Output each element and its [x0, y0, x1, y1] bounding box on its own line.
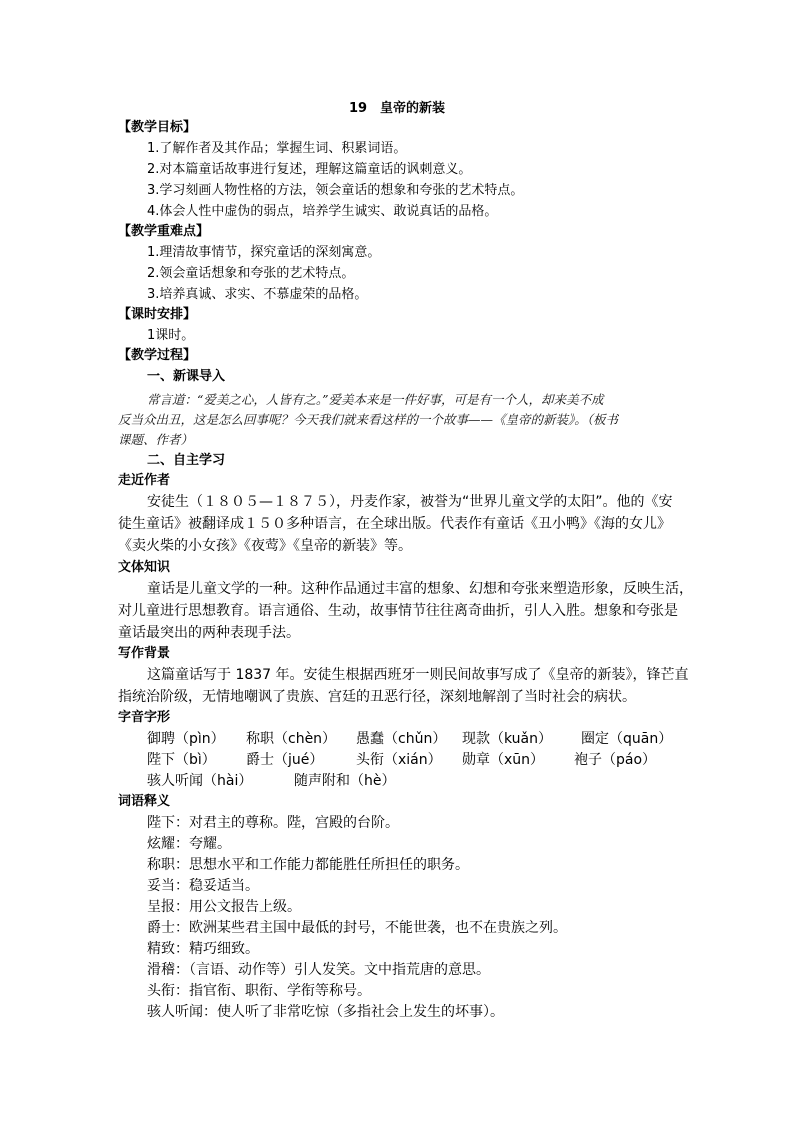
section-heading-schedule: 【课时安排】 — [118, 307, 197, 322]
background-line: 这篇童话写于 1837 年。安徒生根据西班牙一则民间故事写成了《皇帝的新装》，锋芒直 — [147, 667, 689, 683]
pinyin-entry: 称职（chèn） — [246, 731, 337, 747]
glossary-item: 呈报：用公文报告上级。 — [147, 899, 301, 915]
genre-line: 童话是儿童文学的一种。这种作品通过丰富的想象、幻想和夸张来塑造形象，反映生活， — [147, 581, 693, 597]
keypoint-item: 1.理清故事情节，探究童话的深刻寓意。 — [147, 245, 381, 260]
glossary-item: 妥当：稳妥适当。 — [147, 878, 259, 894]
pinyin-entry: 愚蠢（chǔn） — [356, 731, 447, 747]
goal-item: 1.了解作者及其作品；掌握生词、积累词语。 — [147, 141, 407, 156]
glossary-item: 头衔：指官衔、职衔、学衔等称号。 — [147, 983, 371, 999]
background-line: 指统治阶级，无情地嘲讽了贵族、宫廷的丑恶行径，深刻地解剖了当时社会的病状。 — [118, 689, 636, 705]
author-line: 安徒生（１８０５—１８７５），丹麦作家，被誉为“世界儿童文学的太阳”。他的《安 — [147, 494, 673, 510]
intro-line: 反当众出丑，这是怎么回事呢？今天我们就来看这样的一个故事——《皇帝的新装》。（板书 — [118, 412, 619, 427]
pinyin-entry: 头衔（xián） — [356, 752, 442, 768]
intro-line: 常言道：“爱美之心，人皆有之。”爱美本来是一件好事，可是有一个人，却来美不成 — [147, 392, 604, 407]
pinyin-entry: 圈定（quān） — [581, 731, 673, 747]
pinyin-entry: 御聘（pìn） — [147, 731, 225, 747]
pinyin-row — [0, 750, 794, 770]
pinyin-row — [0, 771, 794, 791]
genre-heading: 文体知识 — [118, 560, 171, 575]
intro-line: 课题、作者） — [118, 432, 194, 447]
glossary-item: 陛下：对君主的尊称。陛，宫殿的台阶。 — [147, 815, 399, 831]
part2-title: 二、自主学习 — [147, 453, 226, 468]
schedule-text: 1课时。 — [147, 328, 195, 343]
page-title: 19 皇帝的新装 — [348, 101, 446, 116]
keypoint-item: 2.领会童话想象和夸张的艺术特点。 — [147, 266, 355, 281]
section-heading-goals: 【教学目标】 — [118, 120, 197, 135]
author-heading: 走近作者 — [118, 473, 171, 488]
glossary-heading: 词语释义 — [118, 794, 171, 809]
genre-line: 对儿童进行思想教育。语言通俗、生动，故事情节往往离奇曲折，引人入胜。想象和夸张是 — [118, 603, 678, 619]
pinyin-entry: 勋章（xūn） — [462, 752, 545, 768]
goal-item: 2.对本篇童话故事进行复述，理解这篇童话的讽刺意义。 — [147, 162, 472, 177]
section-heading-keypoints: 【教学重难点】 — [118, 224, 210, 239]
genre-line: 童话最突出的两种表现手法。 — [118, 625, 300, 641]
part1-title: 一、新课导入 — [147, 369, 226, 384]
pinyin-entry: 陛下（bì） — [147, 752, 216, 768]
pinyin-entry: 骇人听闻（hài） — [147, 773, 253, 789]
glossary-item: 爵士：欧洲某些君主国中最低的封号，不能世袭，也不在贵族之列。 — [147, 920, 567, 936]
author-line: 徒生童话》被翻译成１５０多种语言，在全球出版。代表作有童话《丑小鸭》《海的女儿》 — [118, 516, 671, 532]
author-line: 《卖火柴的小女孩》《夜莺》《皇帝的新装》等。 — [118, 538, 412, 554]
background-heading: 写作背景 — [118, 646, 171, 661]
section-heading-process: 【教学过程】 — [118, 348, 197, 363]
glossary-item: 滑稽：（言语、动作等）引人发笑。文中指荒唐的意思。 — [147, 962, 490, 978]
goal-item: 3.学习刻画人物性格的方法，领会童话的想象和夸张的艺术特点。 — [147, 183, 524, 198]
glossary-item: 炫耀：夸耀。 — [147, 836, 231, 852]
pinyin-entry: 随声附和（hè） — [294, 773, 396, 789]
pinyin-entry: 袍子（páo） — [574, 752, 657, 768]
glossary-item: 精致：精巧细致。 — [147, 941, 259, 957]
characters-heading: 字音字形 — [118, 710, 171, 725]
keypoint-item: 3.培养真诚、求实、不慕虚荣的品格。 — [147, 287, 368, 302]
pinyin-entry: 现款（kuǎn） — [462, 731, 553, 747]
goal-item: 4.体会人性中虚伪的弱点，培养学生诚实、敢说真话的品格。 — [147, 204, 498, 219]
glossary-item: 骇人听闻：使人听了非常吃惊（多指社会上发生的坏事）。 — [147, 1004, 504, 1020]
pinyin-row — [0, 729, 794, 749]
pinyin-entry: 爵士（jué） — [246, 752, 324, 768]
glossary-item: 称职：思想水平和工作能力都能胜任所担任的职务。 — [147, 857, 469, 873]
